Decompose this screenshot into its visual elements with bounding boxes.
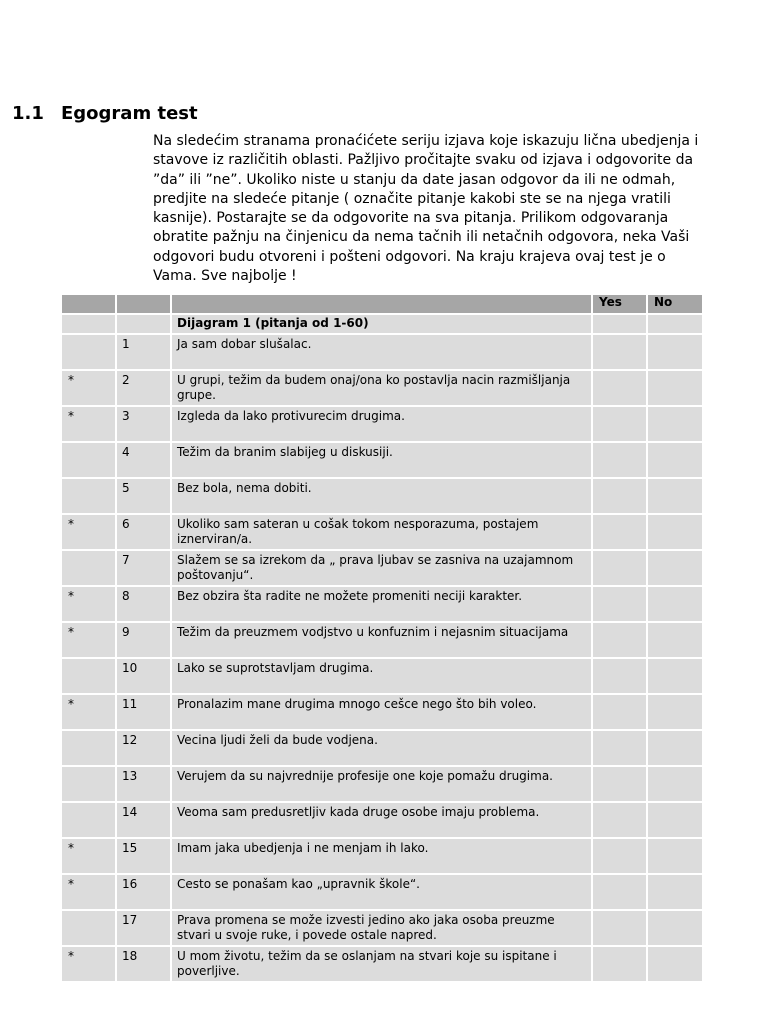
yes-answer-cell[interactable] xyxy=(592,838,647,874)
row-mark xyxy=(61,802,116,838)
row-mark: * xyxy=(61,874,116,910)
no-answer-cell[interactable] xyxy=(647,910,703,946)
row-number: 4 xyxy=(116,442,171,478)
header-yes: Yes xyxy=(592,294,647,314)
header-number-cell xyxy=(116,294,171,314)
row-number: 7 xyxy=(116,550,171,586)
row-mark xyxy=(61,658,116,694)
header-no: No xyxy=(647,294,703,314)
no-answer-cell[interactable] xyxy=(647,730,703,766)
section-title: Egogram test xyxy=(61,103,198,124)
table-row xyxy=(61,802,703,838)
table-row xyxy=(61,514,703,550)
section-number: 1.1 xyxy=(12,103,44,124)
row-statement: Veoma sam predusretljiv kada druge osobe imaju problema. xyxy=(171,802,592,838)
row-statement: Težim da branim slabijeg u diskusiji. xyxy=(171,442,592,478)
row-number: 16 xyxy=(116,874,171,910)
yes-answer-cell[interactable] xyxy=(592,694,647,730)
no-answer-cell[interactable] xyxy=(647,874,703,910)
header-statement-cell xyxy=(171,294,592,314)
row-number: 11 xyxy=(116,694,171,730)
no-answer-cell[interactable] xyxy=(647,406,703,442)
no-answer-cell[interactable] xyxy=(647,478,703,514)
yes-answer-cell[interactable] xyxy=(592,586,647,622)
row-mark xyxy=(61,910,116,946)
no-answer-cell[interactable] xyxy=(647,694,703,730)
yes-answer-cell[interactable] xyxy=(592,874,647,910)
row-statement: Verujem da su najvrednije profesije one koje pomažu drugima. xyxy=(171,766,592,802)
yes-answer-cell[interactable] xyxy=(592,478,647,514)
subtitle-yes-cell xyxy=(592,314,647,334)
table-row xyxy=(61,874,703,910)
row-number: 6 xyxy=(116,514,171,550)
row-statement: Bez bola, nema dobiti. xyxy=(171,478,592,514)
subtitle-number-cell xyxy=(116,314,171,334)
table-row xyxy=(61,730,703,766)
row-mark xyxy=(61,334,116,370)
no-answer-cell[interactable] xyxy=(647,802,703,838)
questionnaire-table xyxy=(60,293,704,983)
row-statement: Bez obzira šta radite ne možete promeniti neciji karakter. xyxy=(171,586,592,622)
row-number: 3 xyxy=(116,406,171,442)
table-row xyxy=(61,766,703,802)
row-statement: Izgleda da lako protivurecim drugima. xyxy=(171,406,592,442)
no-answer-cell[interactable] xyxy=(647,658,703,694)
row-mark: * xyxy=(61,838,116,874)
no-answer-cell[interactable] xyxy=(647,586,703,622)
yes-answer-cell[interactable] xyxy=(592,622,647,658)
yes-answer-cell[interactable] xyxy=(592,946,647,982)
row-mark xyxy=(61,478,116,514)
row-statement: Slažem se sa izrekom da „ prava ljubav se zasniva na uzajamnom poštovanju“. xyxy=(171,550,592,586)
table-row xyxy=(61,334,703,370)
row-number: 18 xyxy=(116,946,171,982)
row-number: 5 xyxy=(116,478,171,514)
row-number: 8 xyxy=(116,586,171,622)
row-statement: Pronalazim mane drugima mnogo cešce nego što bih voleo. xyxy=(171,694,592,730)
table-row xyxy=(61,586,703,622)
no-answer-cell[interactable] xyxy=(647,442,703,478)
subtitle-mark-cell xyxy=(61,314,116,334)
row-statement: Lako se suprotstavljam drugima. xyxy=(171,658,592,694)
row-number: 17 xyxy=(116,910,171,946)
row-number: 14 xyxy=(116,802,171,838)
yes-answer-cell[interactable] xyxy=(592,406,647,442)
table-row xyxy=(61,406,703,442)
no-answer-cell[interactable] xyxy=(647,838,703,874)
intro-paragraph: Na sledećim stranama pronaćićete seriju izjava koje iskazuju lična ubedjenja i stavove iz različitih oblasti. Pažljivo pročitajte svaku od izjava i odgovorite da ”da” ili ”ne”. Ukoliko niste u stanju da date jasan odgovor da ili ne odmah, predjite na sledeće pitanje ( označite pitanje kakobi ste se na njega vratili kasnije). Postarajte se da odgovorite na sva pitanja. Prilikom odgovaranja obratite pažnju na činjenicu da nema tačnih ili netačnih odgovora, neka Vaši odgovori budu otvoreni i pošteni odgovori. Na kraju krajeva ovaj test je o Vama. Sve najbolje ! xyxy=(153,133,699,285)
no-answer-cell[interactable] xyxy=(647,622,703,658)
table-header-row xyxy=(61,294,703,314)
yes-answer-cell[interactable] xyxy=(592,730,647,766)
yes-answer-cell[interactable] xyxy=(592,442,647,478)
row-statement: Cesto se ponašam kao „upravnik škole“. xyxy=(171,874,592,910)
yes-answer-cell[interactable] xyxy=(592,370,647,406)
no-answer-cell[interactable] xyxy=(647,334,703,370)
row-statement: U grupi, težim da budem onaj/ona ko postavlja nacin razmišljanja grupe. xyxy=(171,370,592,406)
row-mark: * xyxy=(61,946,116,982)
no-answer-cell[interactable] xyxy=(647,514,703,550)
diagram-subtitle: Dijagram 1 (pitanja od 1-60) xyxy=(171,314,592,334)
table-row xyxy=(61,910,703,946)
table-row xyxy=(61,838,703,874)
row-statement: Ukoliko sam sateran u cošak tokom nesporazuma, postajem iznerviran/a. xyxy=(171,514,592,550)
row-mark: * xyxy=(61,406,116,442)
row-number: 10 xyxy=(116,658,171,694)
table-row xyxy=(61,478,703,514)
table-row xyxy=(61,946,703,982)
row-number: 9 xyxy=(116,622,171,658)
no-answer-cell[interactable] xyxy=(647,370,703,406)
row-statement: Imam jaka ubedjenja i ne menjam ih lako. xyxy=(171,838,592,874)
row-mark xyxy=(61,550,116,586)
no-answer-cell[interactable] xyxy=(647,946,703,982)
row-mark: * xyxy=(61,370,116,406)
yes-answer-cell[interactable] xyxy=(592,802,647,838)
row-statement: Vecina ljudi želi da bude vodjena. xyxy=(171,730,592,766)
row-statement: Težim da preuzmem vodjstvo u konfuznim i nejasnim situacijama xyxy=(171,622,592,658)
row-statement: U mom životu, težim da se oslanjam na stvari koje su ispitane i poverljive. xyxy=(171,946,592,982)
row-mark: * xyxy=(61,586,116,622)
row-number: 2 xyxy=(116,370,171,406)
row-number: 12 xyxy=(116,730,171,766)
yes-answer-cell[interactable] xyxy=(592,910,647,946)
no-answer-cell[interactable] xyxy=(647,550,703,586)
row-mark xyxy=(61,766,116,802)
row-mark: * xyxy=(61,514,116,550)
table-row xyxy=(61,370,703,406)
table-row xyxy=(61,658,703,694)
row-mark: * xyxy=(61,694,116,730)
yes-answer-cell[interactable] xyxy=(592,334,647,370)
table-row xyxy=(61,550,703,586)
row-statement: Ja sam dobar slušalac. xyxy=(171,334,592,370)
yes-answer-cell[interactable] xyxy=(592,514,647,550)
subtitle-row xyxy=(61,314,703,334)
table-row xyxy=(61,442,703,478)
table-row xyxy=(61,622,703,658)
row-mark xyxy=(61,442,116,478)
no-answer-cell[interactable] xyxy=(647,766,703,802)
row-number: 13 xyxy=(116,766,171,802)
yes-answer-cell[interactable] xyxy=(592,766,647,802)
section-heading xyxy=(12,103,198,124)
table-row xyxy=(61,694,703,730)
row-mark: * xyxy=(61,622,116,658)
header-mark-cell xyxy=(61,294,116,314)
yes-answer-cell[interactable] xyxy=(592,550,647,586)
yes-answer-cell[interactable] xyxy=(592,658,647,694)
row-mark xyxy=(61,730,116,766)
row-number: 1 xyxy=(116,334,171,370)
row-number: 15 xyxy=(116,838,171,874)
row-statement: Prava promena se može izvesti jedino ako jaka osoba preuzme stvari u svoje ruke, i povede ostale napred. xyxy=(171,910,592,946)
subtitle-no-cell xyxy=(647,314,703,334)
